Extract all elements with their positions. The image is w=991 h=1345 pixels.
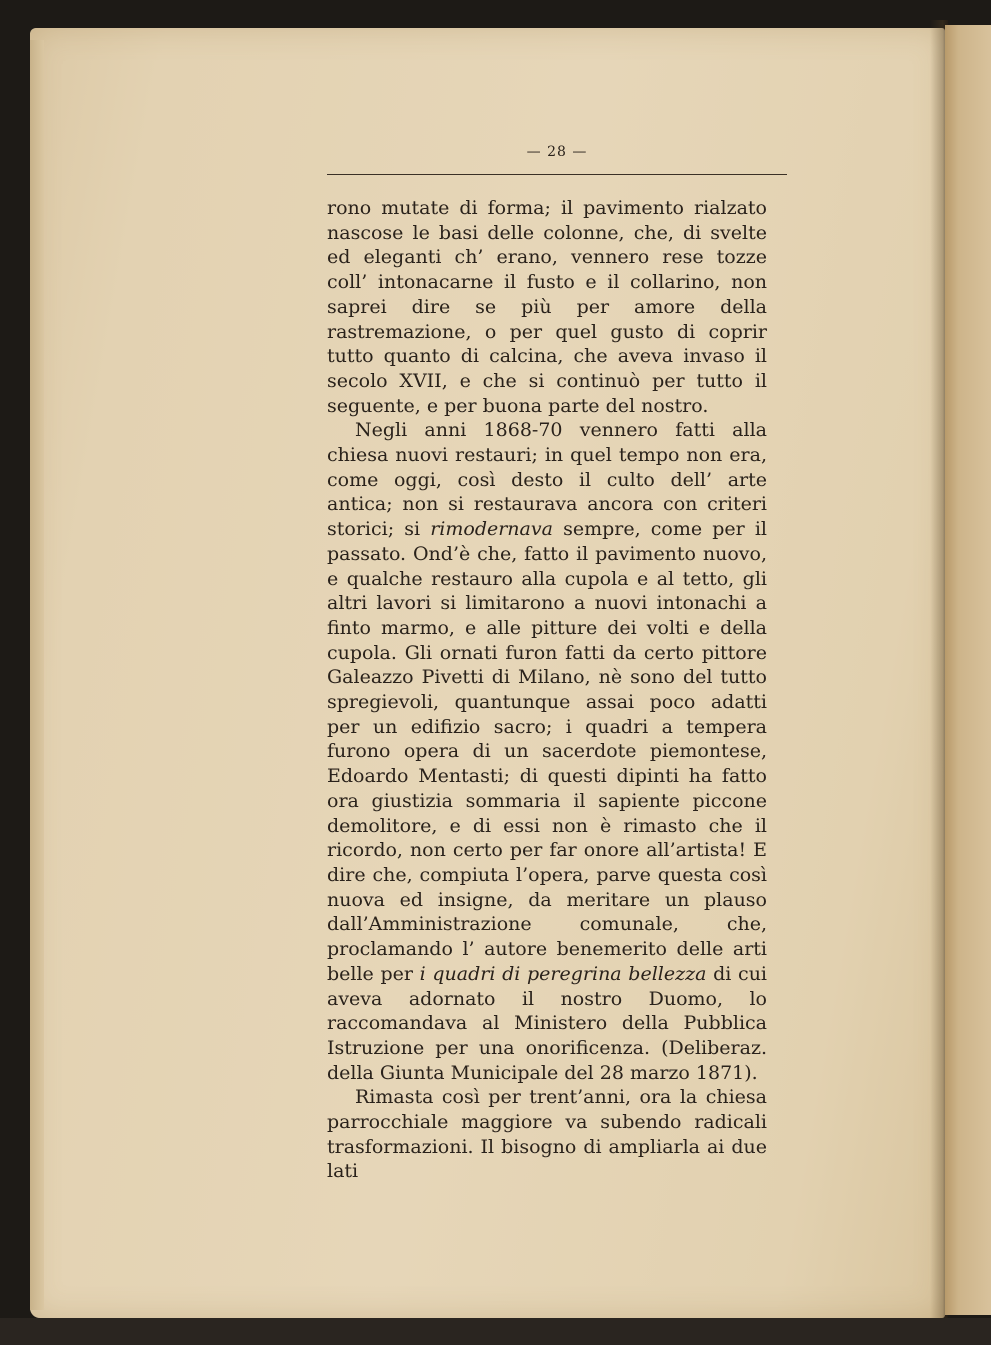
paragraph-text: rono mutate di forma; il pavimento rialzato nascose le basi delle colonne, che, di svelte ed eleganti ch’ erano, vennero rese tozze coll’ intonacarne il fusto e il collarino, non saprei dire se più per amore della rastremazione, o per quel gusto di coprir tutto quanto di calcina, che aveva invaso il secolo XVII, e che si continuò per tutto il seguente, e per buona parte del nostro. — [327, 197, 767, 417]
body-text — [327, 196, 767, 1184]
paragraph-text: di cui aveva adornato il nostro Duomo, lo raccomandava al Ministero della Pubblica Istruzione per una onorificenza. (Deliberaz. della Giunta Municipale del 28 marzo 1871). — [327, 962, 768, 1084]
page-edge — [30, 40, 44, 1310]
scanner-background — [0, 1318, 991, 1345]
page-number: — 28 — — [526, 144, 588, 160]
paragraph — [327, 418, 767, 1085]
paragraph — [327, 1085, 767, 1184]
paragraph — [327, 196, 767, 418]
italic-term: rimodernava — [430, 518, 553, 541]
paragraph-text: Rimasta così per trent’anni, ora la chiesa parrocchiale maggiore va subendo radicali trasformazioni. Il bisogno di ampliarla ai due lati — [327, 1086, 767, 1183]
italic-quote: i quadri di peregrina bellezza — [419, 962, 707, 985]
header-rule — [327, 174, 787, 175]
paragraph-text: Negli anni 1868-70 vennero fatti alla chiesa nuovi restauri; in quel tempo non era, come oggi, così desto il culto dell’ arte antica; non si restaurava ancora con criteri storici; si — [327, 419, 767, 541]
facing-page-edge — [945, 25, 991, 1315]
paragraph-text: sempre, come per il passato. Ond’è che, fatto il pavimento nuovo, e qualche restauro alla cupola e al tetto, gli altri lavori si limitarono a nuovi intonachi a finto marmo, e alle pitture dei volti e della cupola. Gli ornati furon fatti da certo pittore Galeazzo Pivetti di Milano, nè sono del tutto spregievoli, quantunque assai poco adatti per un edifizio sacro; i quadri a tempera furono opera di un sacerdote piemontese, Edoardo Mentasti; di questi dipinti ha fatto ora giustizia sommaria il sapiente piccone demolitore, e di essi non è rimasto che il ricordo, non certo per far onore all’artista! E dire che, compiuta l’opera, parve questa così nuova ed insigne, da meritare un plauso dall’Amministrazione comunale, che, proclamando l’ autore benemerito delle arti belle per — [327, 518, 767, 985]
